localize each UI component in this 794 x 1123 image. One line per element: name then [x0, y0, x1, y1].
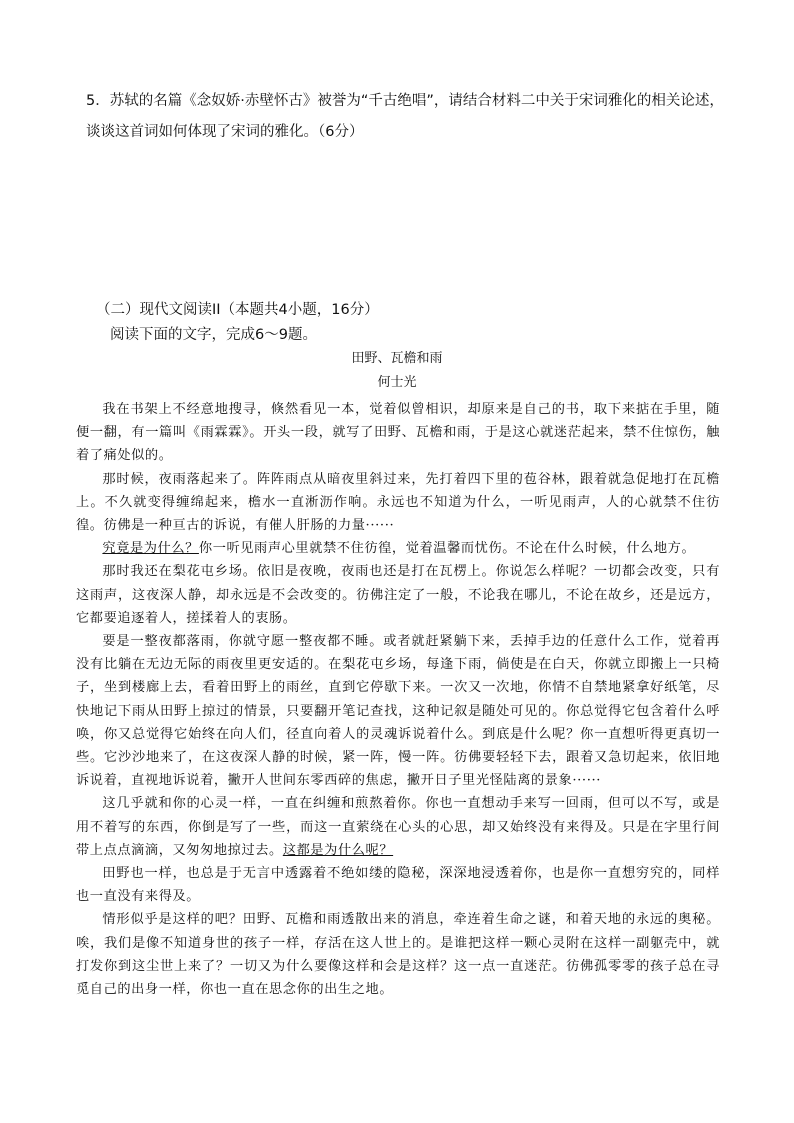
paragraph-4: 那时我还在梨花屯乡场。依旧是夜晚，夜雨也还是打在瓦楞上。你说怎么样呢？一切都会改变，只有这雨声，这夜深人静，却永远是不会改变的。彷佛注定了一般，不论我在哪儿，不论在故乡，还是远方，它都要追逐着人，搓揉着人的衷肠。 — [76, 564, 720, 626]
underlined-question-1: 究竟是为什么？ — [102, 541, 199, 557]
paragraph-6 — [76, 792, 720, 862]
article-title: 田野、瓦檐和雨 — [351, 351, 443, 366]
underlined-question-2: 这都是为什么呢？ — [282, 842, 394, 858]
question-5 — [86, 86, 726, 148]
section-heading: （二）现代文阅读II（本题共4小题，16分） — [96, 302, 379, 318]
article-author: 何士光 — [377, 375, 417, 390]
question-5-text: 5．苏轼的名篇《念奴娇·赤壁怀古》被誉为“千古绝唱”，请结合材料二中关于宋词雅化的相关论述，谈谈这首词如何体现了宋词的雅化。（6分） — [86, 93, 724, 140]
paragraph-1: 我在书架上不经意地搜寻，倏然看见一本，觉着似曾相识，却原来是自己的书，取下来掂在手里，随便一翻，有一篇叫《雨霖霖》。开头一段，就写了田野、瓦檐和雨，于是这心就迷茫起来，禁不住惊伤，触着了痛处似的。 — [76, 402, 720, 464]
paragraph-3 — [76, 537, 720, 560]
article-body — [76, 398, 720, 1001]
paragraph-6-main: 这几乎就和你的心灵一样，一直在纠缠和煎熬着你。你也一直想动手来写一回雨，但可以不写，或是用不着写的东西，你倒是写了一些，而这一直萦绕在心头的心思，却又始终没有来得及。只是在字里行间带上点点滴滴，又匆匆地掠过去。 — [76, 796, 720, 858]
paragraph-2: 那时候，夜雨落起来了。阵阵雨点从暗夜里斜过来，先打着四下里的苞谷林，跟着就急促地打在瓦檐上。不久就变得缠绵起来，檐水一直淅沥作响。永远也不知道为什么，一听见雨声，人的心就禁不住彷徨。彷佛是一种亘古的诉说，有催人肝肠的力量······ — [76, 471, 720, 534]
reading-instruction: 阅读下面的文字，完成6～9题。 — [110, 327, 317, 343]
paragraph-7: 田野也一样，也总是于无言中透露着不绝如缕的隐秘，深深地浸透着你，也是你一直想穷究的，同样也一直没有来得及。 — [76, 866, 720, 905]
paragraph-5: 要是一整夜都落雨，你就守愿一整夜都不睡。或者就赶紧躺下来，丢掉手边的任意什么工作，觉着再没有比躺在无边无际的雨夜里更安适的。在梨花屯乡场，每逢下雨，倘使是在白天，你就立即搬上一只椅子，坐到楼廊上去，看着田野上的雨丝，直到它停歇下来。一次又一次地，你情不自禁地紧拿好纸笔，尽快地记下雨从田野上掠过的情景，只要翻开笔记查找，这种记叙是随处可见的。你总觉得它包含着什么呼唤，你又总觉得它始终在向人们，径直向着人的灵魂诉说着什么。到底是什么呢？你一直想听得更真切一些。它沙沙地来了，在这夜深人静的时候，紧一阵，慢一阵。彷佛要轻轻下去，跟着又急切起来，依旧地诉说着，直视地诉说着，撇开人世间东零西碎的焦虑，撇开日子里光怪陆离的景象······ — [76, 634, 720, 789]
paragraph-8: 情形似乎是这样的吧？田野、瓦檐和雨透散出来的消息，牵连着生命之谜，和着天地的永远的奥秘。唉，我们是像不知道身世的孩子一样，存活在这人世上的。是谁把这样一颗心灵附在这样一副躯壳中，就打发你到这尘世上来了？一切又为什么要像这样和会是这样？这一点一直迷茫。彷佛孤零零的孩子总在寻觅自己的出身一样，你也一直在思念你的出生之地。 — [76, 912, 720, 998]
paragraph-3-rest: 你一听见雨声心里就禁不住彷徨，觉着温馨而忧伤。不论在什么时候，什么地方。 — [198, 541, 696, 557]
